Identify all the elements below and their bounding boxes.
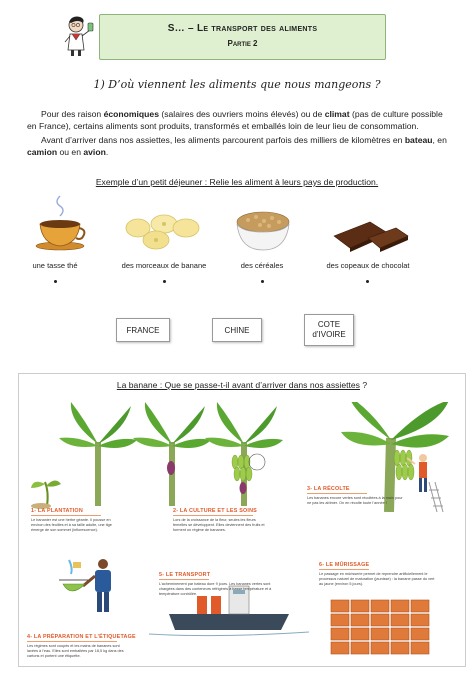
step-4-text: Les régimes sont coupés et les mains de bananes sont lavées à l’eau. Elles sont emballées par 18,5 kg dans des cartons et portent une étiquette. xyxy=(27,644,124,658)
step-1-divider xyxy=(31,515,101,516)
banana-infographic xyxy=(18,373,466,667)
country-box-france[interactable] xyxy=(116,318,170,342)
paragraph-2-bold-b: camion xyxy=(27,147,58,157)
step-5-text: L’acheminement par bateau dure 9 jours. Les bananes vertes sont chargées dans des conteneurs réfrigérés à basse température et à température contrôlée. xyxy=(159,582,272,596)
country-label-ivory-coast: COTE d’IVOIRE xyxy=(312,320,346,339)
step-1-text: Le bananier est une herbe géante. Il pousse en environ des feuilles et à sa taille adulte, une tige émerge de son sommet (inflorescence). xyxy=(31,518,112,532)
link-dot-banana[interactable] xyxy=(163,280,166,283)
paragraph-2-bold-c: avion xyxy=(83,147,106,157)
page-subtitle: Partie 2 xyxy=(227,39,258,48)
paragraph-1-text-a: Pour des raison xyxy=(41,109,104,119)
step-3-text: Les bananes encore vertes sont récoltées à la main pour ne pas les abîmer. On en récolte toute l’année ! xyxy=(307,496,403,505)
paragraph-1-text-c: (pas de culture possible en France), certains aliments sont produits, transformés et emballés loin de leur lieu de consommation. xyxy=(27,109,443,131)
step-3-title: 3- LA RÉCOLTE xyxy=(307,486,350,492)
scientist-illustration xyxy=(62,14,98,58)
infographic-title-text: La banane : Que se passe-t-il avant d’arriver dans nos assiettes xyxy=(116,380,360,390)
paragraph-2 xyxy=(27,134,447,158)
paragraph-1-bold-a: économiques xyxy=(103,109,159,119)
cereal-bowl-icon xyxy=(234,206,292,254)
paragraph-2-text-a: Avant d’arriver dans nos assiettes, les aliments parcourent parfois des milliers de kilomètres en xyxy=(41,135,405,145)
link-dot-tea[interactable] xyxy=(54,280,57,283)
infographic-title-suffix: ? xyxy=(359,380,368,390)
step-5-divider xyxy=(159,579,209,580)
link-dot-cereal[interactable] xyxy=(261,280,264,283)
food-label-cereal: des céréales xyxy=(240,261,284,270)
step-5-title: 5- LE TRANSPORT xyxy=(159,572,211,578)
food-label-tea: une tasse thé xyxy=(32,261,78,270)
header-box xyxy=(99,14,386,60)
paragraph-1-bold-b: climat xyxy=(324,109,350,119)
tea-cup-icon xyxy=(34,194,88,252)
step-2-divider xyxy=(173,515,253,516)
paragraph-2-text-b: , en xyxy=(432,135,447,145)
food-label-chocolate: des copeaux de chocolat xyxy=(326,261,410,270)
step-6-divider xyxy=(319,569,369,570)
paragraph-2-bold-a: bateau xyxy=(404,135,433,145)
link-dot-chocolate[interactable] xyxy=(366,280,369,283)
country-box-china[interactable] xyxy=(212,318,262,342)
step-4-title: 4- LA PRÉPARATION ET L’ÉTIQUETAGE xyxy=(27,634,136,640)
question-text: 1) D’où viennent les aliments que nous mangeons ? xyxy=(93,78,381,91)
food-label-banana: des morceaux de banane xyxy=(121,261,207,270)
paragraph-1-text-b: (salaires des ouvriers moins élevés) ou de xyxy=(158,109,325,119)
paragraph-2-text-c: ou en xyxy=(57,147,84,157)
section-question xyxy=(0,78,474,91)
step-6-text: Le passage en mûrisserie permet de reprendre artificiellement le processus naturel de maturation (jaunisse) : la banane passe du vert au jaune (environ 5 jours). xyxy=(319,572,435,586)
exercise-title: Exemple d’un petit déjeuner : Relie les aliment à leurs pays de production. xyxy=(95,177,379,187)
step-4-divider xyxy=(27,641,117,642)
country-label-china: CHINE xyxy=(224,325,250,335)
step-3-divider xyxy=(307,493,367,494)
paragraph-2-text-d: . xyxy=(105,147,109,157)
country-box-ivory-coast[interactable] xyxy=(304,314,354,346)
chocolate-icon xyxy=(330,218,410,254)
page-title: S… – Le transport des aliments xyxy=(167,23,318,34)
infographic-title xyxy=(19,380,465,390)
banana-slices-icon xyxy=(124,212,202,252)
paragraph-1 xyxy=(27,108,447,132)
step-2-title: 2- LA CULTURE ET LES SOINS xyxy=(173,508,257,514)
step-2-text: Lors de la croissance de la fleur, seules les fleurs femelles se développent. Elles deviennent des fruits et forment un régime de bananes. xyxy=(173,518,265,532)
step-6-title: 6- LE MÛRISSAGE xyxy=(319,562,370,568)
step-1-title: 1- LA PLANTATION xyxy=(31,508,83,514)
country-label-france: FRANCE xyxy=(126,325,160,335)
